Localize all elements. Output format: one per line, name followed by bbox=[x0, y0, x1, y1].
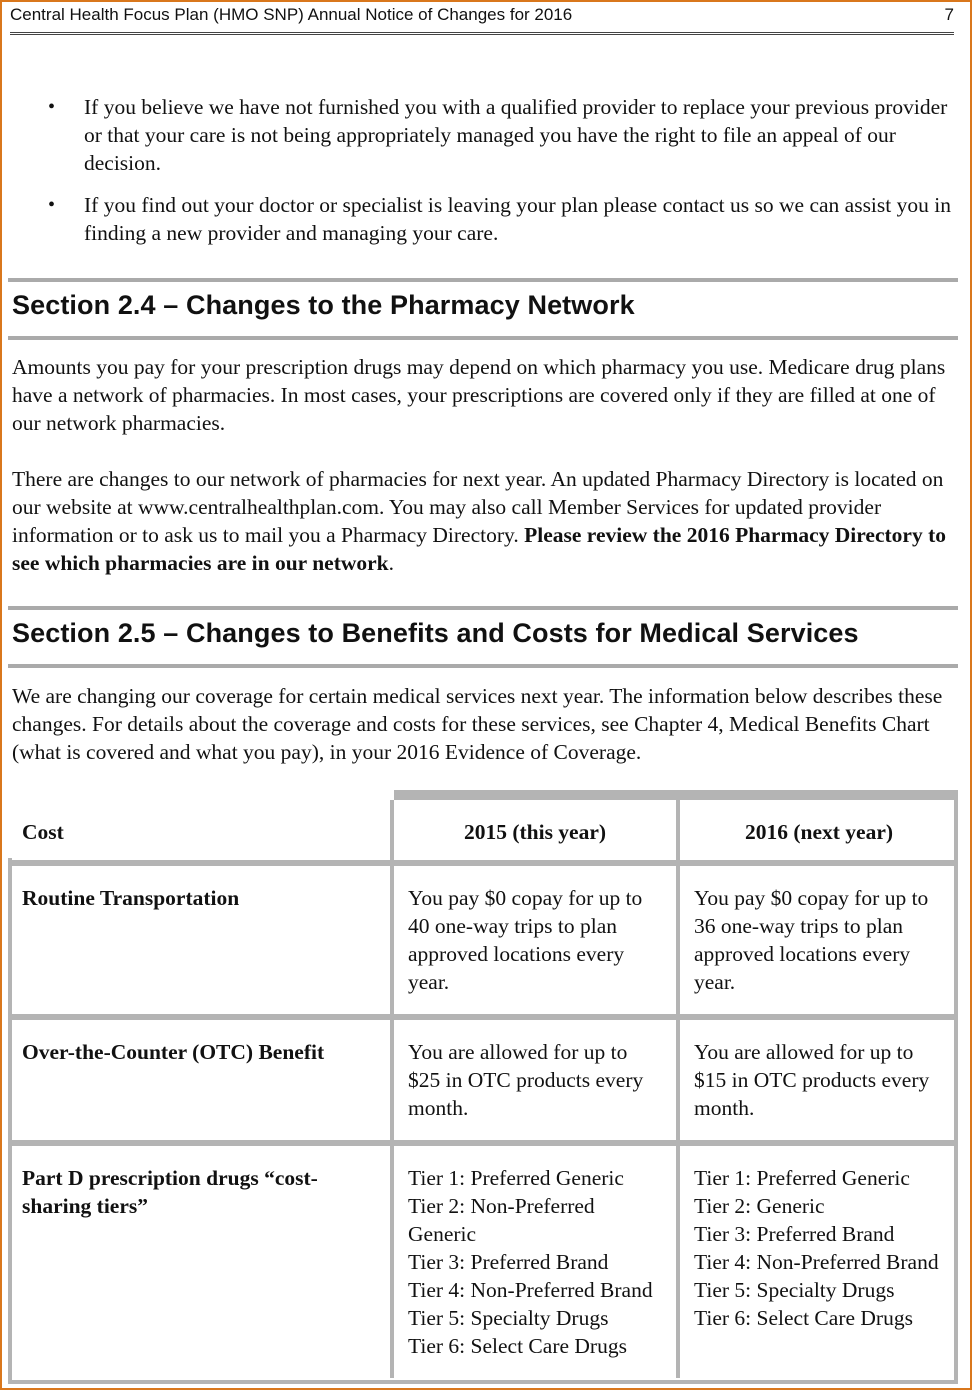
cell-2015: You pay $0 copay for up to 40 one-way trips to plan approved locations every year. bbox=[392, 866, 678, 1017]
section-heading: Section 2.5 – Changes to Benefits and Costs for Medical Services bbox=[12, 618, 859, 648]
table-header-row bbox=[8, 795, 958, 863]
table-row bbox=[8, 1146, 958, 1378]
tier-line: Tier 6: Select Care Drugs bbox=[694, 1306, 913, 1330]
tier-line: Tier 3: Preferred Brand bbox=[408, 1250, 609, 1274]
row-label: Routine Transportation bbox=[22, 886, 240, 910]
benefits-paragraph: We are changing our coverage for certain medical services next year. The information below describes these changes. For details about the coverage and costs for these services, see Chapter 4, Medical Benefits Chart (what is covered and what you pay), in your 2016 Evidence of Coverage. bbox=[12, 684, 943, 764]
cell-2015: You are allowed for up to $25 in OTC products every month. bbox=[392, 1020, 678, 1143]
tier-line: Tier 2: Non-Preferred Generic bbox=[408, 1194, 595, 1246]
table-row bbox=[8, 1020, 958, 1143]
table-bottom-border bbox=[8, 1380, 958, 1384]
tier-line: Tier 5: Specialty Drugs bbox=[694, 1278, 895, 1302]
list-item: • If you find out your doctor or specialist is leaving your plan please contact us so we can assist you in finding a new provider and managing your care. bbox=[48, 193, 951, 245]
tier-line: Tier 1: Preferred Generic bbox=[694, 1166, 910, 1190]
row-label: Over-the-Counter (OTC) Benefit bbox=[22, 1040, 325, 1064]
list-item: • If you believe we have not furnished you with a qualified provider to replace your previous provider or that your care is not being appropriately managed you have the right to file an appeal of our decision. bbox=[48, 95, 948, 175]
tier-line: Tier 2: Generic bbox=[694, 1194, 825, 1218]
table-left-border bbox=[8, 858, 12, 1384]
bullet-list bbox=[40, 93, 954, 261]
bullet-icon: • bbox=[48, 194, 56, 216]
tier-line: Tier 4: Non-Preferred Brand bbox=[694, 1250, 939, 1274]
tier-line: Tier 4: Non-Preferred Brand bbox=[408, 1278, 653, 1302]
document-title: Central Health Focus Plan (HMO SNP) Annual Notice of Changes for 2016 bbox=[10, 5, 573, 24]
table-right-border bbox=[954, 790, 958, 1384]
pharmacy-paragraph-1: Amounts you pay for your prescription drugs may depend on which pharmacy you use. Medicare drug plans have a network of pharmacies. In most cases, your prescriptions are covered only if they are filled at one of our network pharmacies. bbox=[12, 355, 946, 435]
cell-2016: You are allowed for up to $15 in OTC products every month. bbox=[678, 1020, 958, 1143]
bullet-icon: • bbox=[48, 96, 56, 118]
tier-line: Tier 3: Preferred Brand bbox=[694, 1222, 895, 1246]
section-2-5-heading-bar bbox=[8, 606, 958, 668]
tier-line: Tier 6: Select Care Drugs bbox=[408, 1334, 627, 1358]
tier-line: Tier 5: Specialty Drugs bbox=[408, 1306, 609, 1330]
page-number: 7 bbox=[944, 5, 954, 24]
running-header bbox=[10, 2, 954, 35]
column-header-cost: Cost bbox=[22, 820, 64, 844]
section-2-4-heading-bar bbox=[8, 278, 958, 340]
changes-table bbox=[8, 790, 958, 1378]
row-label: Part D prescription drugs “cost-sharing tiers” bbox=[22, 1166, 318, 1218]
cell-2016 bbox=[678, 1146, 958, 1378]
cell-2015 bbox=[392, 1146, 678, 1378]
pharmacy-review-note: Please review the 2016 Pharmacy Directory to see which pharmacies are in our network bbox=[12, 523, 947, 575]
tier-line: Tier 1: Preferred Generic bbox=[408, 1166, 624, 1190]
column-header-2016: 2016 (next year) bbox=[678, 795, 958, 863]
table-row bbox=[8, 866, 958, 1017]
section-heading: Section 2.4 – Changes to the Pharmacy Network bbox=[12, 290, 635, 320]
pharmacy-paragraph-2: There are changes to our network of pharmacies for next year. An updated Pharmacy Directory is located on our website at www.centralhealthplan.com. You may also call Member Services for updated provider information or to ask us to mail you a Pharmacy Directory. Please review the 2016 Pharmacy Directory to see which pharmacies are in our network. bbox=[12, 467, 947, 575]
cell-2016: You pay $0 copay for up to 36 one-way trips to plan approved locations every year. bbox=[678, 866, 958, 1017]
column-header-2015: 2015 (this year) bbox=[392, 795, 678, 863]
